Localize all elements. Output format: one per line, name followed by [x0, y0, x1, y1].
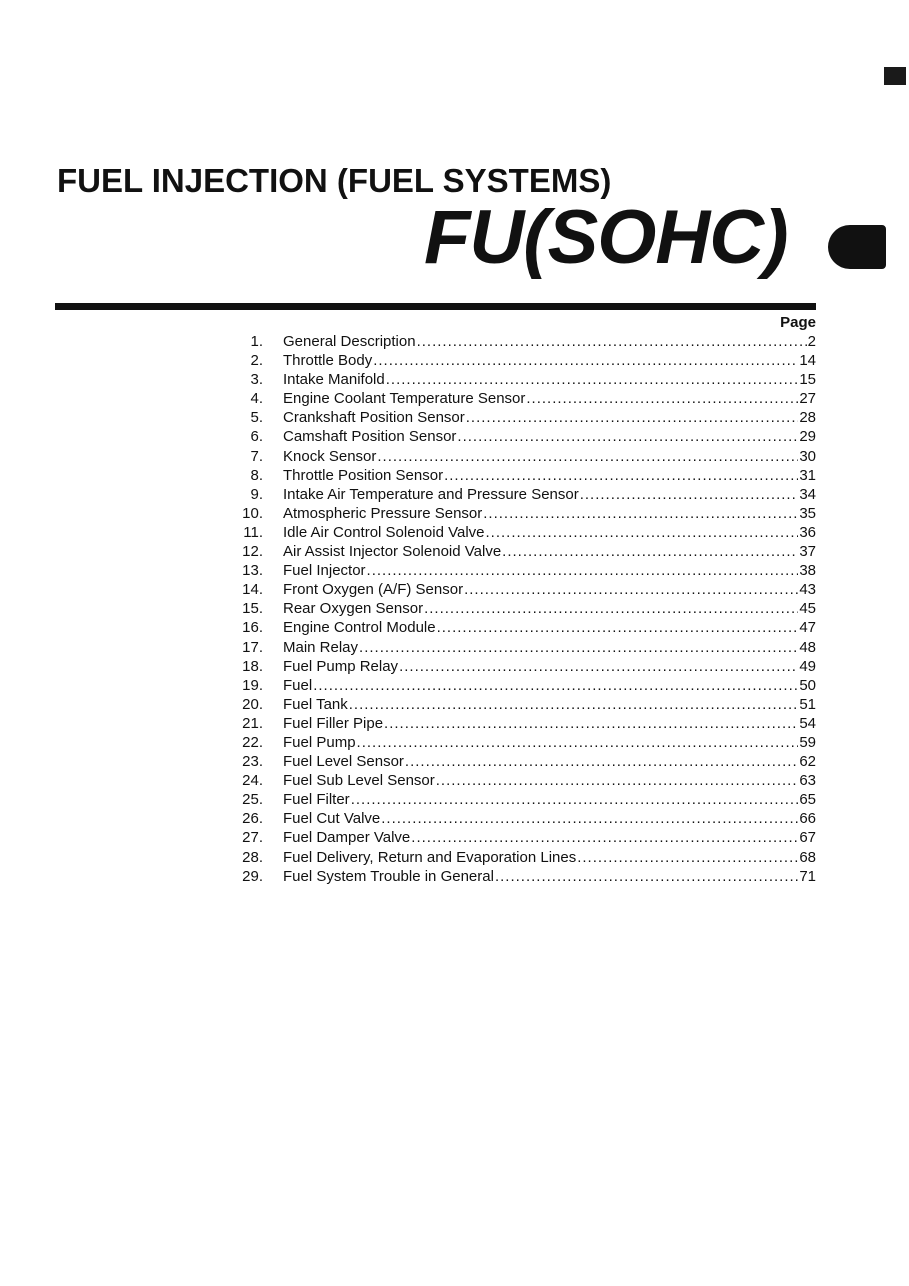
toc-entry-number: 8. — [250, 466, 263, 484]
toc-entry-title: Crankshaft Position Sensor — [283, 409, 465, 427]
corner-index-tab — [884, 67, 906, 85]
toc-entry-number: 7. — [250, 447, 263, 465]
toc-entry — [232, 485, 816, 504]
toc-entry-title: Fuel Damper Valve — [283, 829, 411, 847]
toc-entry-title: Idle Air Control Solenoid Valve — [283, 523, 485, 541]
toc-dot-leader — [357, 733, 799, 752]
toc-entry-page: 62 — [799, 753, 816, 771]
toc-entry-number: 19. — [242, 676, 263, 694]
toc-entry — [232, 848, 816, 867]
toc-entry-page: 34 — [799, 485, 816, 503]
toc-entry — [232, 599, 816, 618]
toc-entry — [232, 733, 816, 752]
toc-entry-page: 2 — [807, 333, 816, 350]
toc-entry-page: 29 — [799, 428, 816, 446]
toc-entry-number: 23. — [242, 753, 263, 771]
toc-entry-page: 63 — [799, 772, 816, 790]
toc-entry-page: 28 — [799, 409, 816, 427]
toc-entry-number: 3. — [250, 371, 263, 389]
toc-entry-title: Intake Air Temperature and Pressure Sensor — [283, 485, 579, 503]
toc-entry — [232, 427, 816, 446]
toc-entry-page: 68 — [799, 848, 816, 866]
toc-entry-page: 38 — [799, 562, 816, 580]
toc-entry-title: Fuel Pump Relay — [283, 657, 399, 675]
toc-entry-page: 14 — [799, 352, 816, 370]
toc-entry — [232, 714, 816, 733]
toc-entry-page: 50 — [799, 676, 816, 694]
toc-entry — [232, 790, 816, 809]
heading-rule — [55, 303, 816, 310]
toc-entry — [232, 867, 816, 886]
toc-entry-page: 66 — [799, 810, 816, 828]
toc-entry — [232, 828, 816, 847]
toc-entry-page: 51 — [799, 695, 816, 713]
table-of-contents — [232, 332, 816, 886]
toc-entry-number: 1. — [250, 333, 263, 350]
toc-dot-leader — [486, 523, 799, 542]
toc-entry-title: Fuel Delivery, Return and Evaporation Lines — [283, 848, 577, 866]
toc-dot-leader — [351, 790, 799, 809]
toc-dot-leader — [466, 408, 799, 427]
toc-entry-number: 14. — [242, 581, 263, 599]
toc-entry — [232, 408, 816, 427]
toc-entry-page: 45 — [799, 600, 816, 618]
toc-entry-title: Throttle Body — [283, 352, 373, 370]
toc-entry-number: 18. — [242, 657, 263, 675]
toc-dot-leader — [405, 752, 798, 771]
toc-entry — [232, 580, 816, 599]
toc-entry — [232, 466, 816, 485]
toc-entry — [232, 389, 816, 408]
toc-dot-leader — [437, 618, 799, 637]
toc-entry-title: Fuel Level Sensor — [283, 753, 404, 771]
toc-dot-leader — [436, 771, 799, 790]
toc-dot-leader — [417, 332, 807, 351]
toc-entry — [232, 638, 816, 657]
toc-entry-title: Throttle Position Sensor — [283, 466, 444, 484]
toc-dot-leader — [411, 828, 798, 847]
toc-entry-page: 54 — [799, 714, 816, 732]
toc-entry-number: 20. — [242, 695, 263, 713]
toc-dot-leader — [373, 351, 798, 370]
toc-entry-title: Fuel Pump — [283, 733, 356, 751]
toc-entry-number: 24. — [242, 772, 263, 790]
toc-dot-leader — [359, 638, 798, 657]
toc-dot-leader — [580, 485, 799, 504]
toc-entry-number: 22. — [242, 733, 263, 751]
section-title: FUEL INJECTION (FUEL SYSTEMS) — [57, 162, 612, 199]
toc-dot-leader — [502, 542, 798, 561]
toc-entry-title: General Description — [283, 333, 416, 350]
toc-entry-page: 36 — [799, 523, 816, 541]
toc-entry-title: Main Relay — [283, 638, 359, 656]
toc-entry-number: 5. — [250, 409, 263, 427]
toc-entry-page: 59 — [799, 733, 816, 751]
toc-entry-number: 16. — [242, 619, 263, 637]
toc-entry — [232, 523, 816, 542]
toc-entry — [232, 351, 816, 370]
toc-entry — [232, 542, 816, 561]
toc-entry — [232, 695, 816, 714]
toc-entry — [232, 752, 816, 771]
toc-entry-title: Fuel Tank — [283, 695, 348, 713]
toc-entry-number: 13. — [242, 562, 263, 580]
toc-entry — [232, 809, 816, 828]
section-marker-tab — [828, 225, 886, 269]
toc-entry-page: 49 — [799, 657, 816, 675]
toc-dot-leader — [464, 580, 798, 599]
toc-entry-title: Engine Coolant Temperature Sensor — [283, 390, 526, 408]
toc-entry — [232, 447, 816, 466]
toc-dot-leader — [495, 867, 798, 886]
toc-entry-title: Air Assist Injector Solenoid Valve — [283, 543, 502, 561]
page-column-heading: Page — [780, 314, 816, 331]
toc-entry-title: Fuel — [283, 676, 313, 694]
toc-entry-page: 65 — [799, 791, 816, 809]
toc-entry-title: Fuel Injector — [283, 562, 366, 580]
toc-dot-leader — [384, 714, 798, 733]
toc-entry — [232, 676, 816, 695]
toc-entry-page: 67 — [799, 829, 816, 847]
section-code: FU(SOHC) — [424, 195, 788, 280]
toc-dot-leader — [483, 504, 798, 523]
toc-entry-page: 31 — [799, 466, 816, 484]
toc-entry-page: 30 — [799, 447, 816, 465]
toc-dot-leader — [367, 561, 799, 580]
toc-entry-title: Fuel Filler Pipe — [283, 714, 384, 732]
toc-entry — [232, 332, 816, 351]
toc-dot-leader — [444, 466, 798, 485]
toc-entry — [232, 561, 816, 580]
toc-entry-page: 47 — [799, 619, 816, 637]
toc-entry-page: 35 — [799, 504, 816, 522]
toc-entry-page: 27 — [799, 390, 816, 408]
toc-dot-leader — [377, 447, 798, 466]
toc-entry-number: 2. — [250, 352, 263, 370]
toc-entry-title: Fuel System Trouble in General — [283, 867, 494, 885]
toc-entry-title: Fuel Sub Level Sensor — [283, 772, 435, 790]
toc-dot-leader — [386, 370, 799, 389]
toc-entry-title: Atmospheric Pressure Sensor — [283, 504, 483, 522]
toc-entry — [232, 504, 816, 523]
toc-entry-number: 28. — [242, 848, 263, 866]
toc-entry-page: 43 — [799, 581, 816, 599]
toc-entry-number: 9. — [250, 485, 263, 503]
toc-entry-number: 6. — [250, 428, 263, 446]
toc-entry-number: 15. — [242, 600, 263, 618]
toc-entry-title: Knock Sensor — [283, 447, 377, 465]
toc-entry-number: 29. — [242, 867, 263, 885]
toc-entry-number: 10. — [242, 504, 263, 522]
toc-entry — [232, 657, 816, 676]
toc-entry-number: 11. — [243, 523, 263, 541]
toc-entry-number: 25. — [242, 791, 263, 809]
toc-entry — [232, 771, 816, 790]
toc-dot-leader — [457, 427, 798, 446]
toc-dot-leader — [349, 695, 799, 714]
toc-entry-title: Fuel Cut Valve — [283, 810, 381, 828]
toc-entry-title: Intake Manifold — [283, 371, 385, 389]
toc-entry-page: 15 — [799, 371, 816, 389]
toc-dot-leader — [399, 657, 798, 676]
toc-entry-page: 37 — [799, 543, 816, 561]
toc-entry — [232, 618, 816, 637]
toc-entry-title: Front Oxygen (A/F) Sensor — [283, 581, 464, 599]
toc-entry-number: 27. — [242, 829, 263, 847]
toc-dot-leader — [526, 389, 798, 408]
toc-entry-title: Engine Control Module — [283, 619, 436, 637]
toc-entry-title: Fuel Filter — [283, 791, 350, 809]
toc-entry-number: 4. — [250, 390, 263, 408]
toc-entry-number: 21. — [242, 714, 263, 732]
toc-dot-leader — [577, 848, 798, 867]
toc-entry — [232, 370, 816, 389]
toc-dot-leader — [381, 809, 798, 828]
toc-entry-number: 17. — [242, 638, 263, 656]
toc-dot-leader — [424, 599, 798, 618]
toc-dot-leader — [313, 676, 798, 695]
toc-entry-number: 12. — [242, 543, 263, 561]
toc-entry-title: Rear Oxygen Sensor — [283, 600, 424, 618]
toc-entry-page: 48 — [799, 638, 816, 656]
toc-entry-number: 26. — [242, 810, 263, 828]
toc-entry-page: 71 — [799, 867, 816, 885]
toc-entry-title: Camshaft Position Sensor — [283, 428, 457, 446]
